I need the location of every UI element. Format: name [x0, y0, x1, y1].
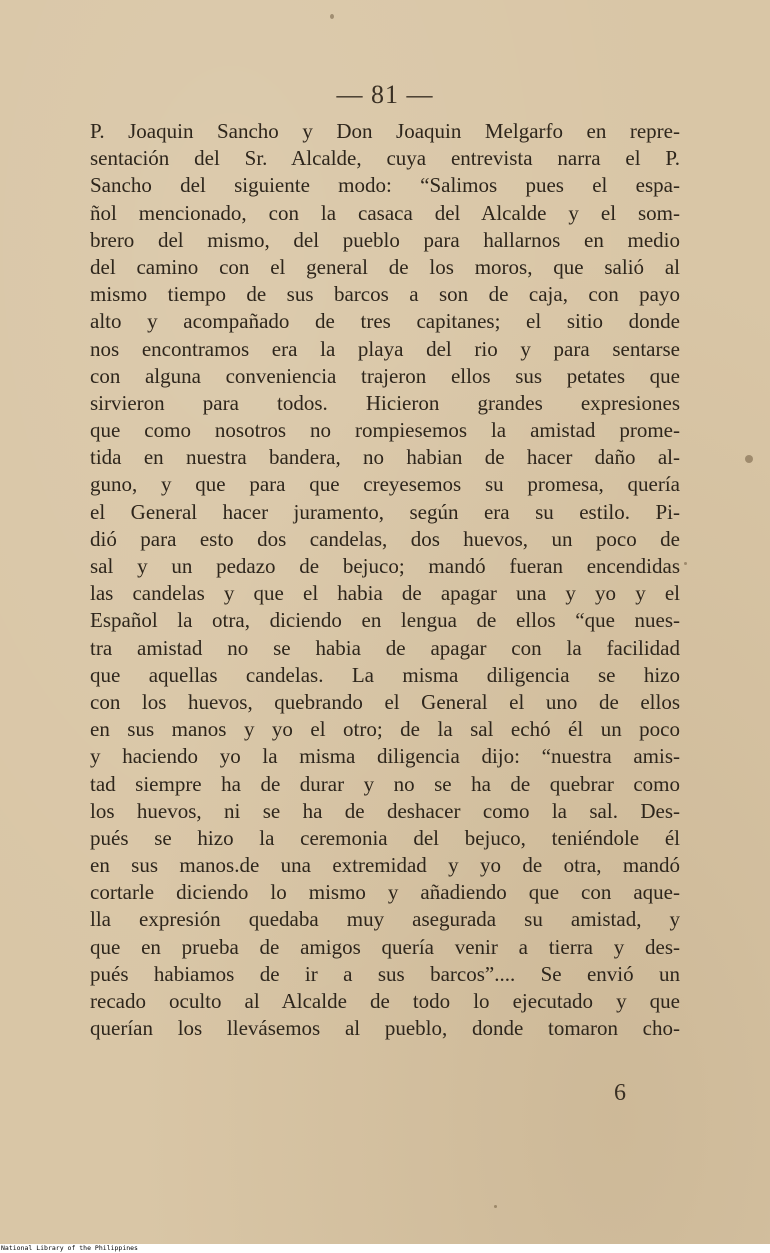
text-line: del camino con el general de los moros, que salió al	[90, 254, 680, 279]
text-line: con alguna conveniencia trajeron ellos sus petates que	[90, 363, 680, 388]
text-line: sal y un pedazo de bejuco; mandó fueran encendidas	[90, 554, 680, 578]
text-line: con los huevos, quebrando el General el uno de ellos	[90, 689, 680, 714]
paper-speck	[684, 562, 687, 565]
text-line: que aquellas candelas. La misma diligencia se hizo	[90, 662, 680, 687]
text-line: dió para esto dos candelas, dos huevos, un poco de	[90, 526, 680, 551]
text-line: tida en nuestra bandera, no habian de hacer daño al-	[90, 445, 680, 470]
text-line: el General hacer juramento, según era su estilo. Pi-	[90, 499, 680, 524]
signature-mark: 6	[614, 1080, 626, 1106]
text-line: mismo tiempo de sus barcos a son de caja, con payo	[90, 282, 680, 307]
text-line: tad siempre ha de durar y no se ha de quebrar como	[90, 771, 680, 796]
text-line: Español la otra, diciendo en lengua de ellos “que nues-	[90, 608, 680, 633]
text-line: en sus manos y yo el otro; de la sal echó él un poco	[90, 717, 680, 742]
attribution-text: National Library of the Philippines	[1, 1244, 138, 1252]
text-line: los huevos, ni se ha de deshacer como la sal. Des-	[90, 798, 680, 823]
text-line: que en prueba de amigos quería venir a tierra y des-	[90, 934, 680, 959]
footer-bar	[0, 1244, 770, 1253]
text-line: las candelas y que el habia de apagar una y yo y el	[90, 581, 680, 606]
text-line: pués habiamos de ir a sus barcos”.... Se envió un	[90, 961, 680, 986]
text-line: brero del mismo, del pueblo para hallarnos en medio	[90, 227, 680, 252]
text-line: querían los llevásemos al pueblo, donde tomaron cho-	[90, 1016, 680, 1041]
text-line: recado oculto al Alcalde de todo lo ejecutado y que	[90, 989, 680, 1013]
page-number: — 81 —	[336, 80, 434, 109]
text-line: sentación del Sr. Alcalde, cuya entrevista narra el P.	[90, 146, 680, 171]
text-line: cortarle diciendo lo mismo y añadiendo que con aque-	[90, 880, 680, 905]
text-line: nos encontramos era la playa del rio y para sentarse	[90, 336, 680, 361]
text-line: que como nosotros no rompiesemos la amistad prome-	[90, 418, 680, 443]
text-line: P. Joaquin Sancho y Don Joaquin Melgarfo en repre-	[90, 119, 680, 143]
text-line: sirvieron para todos. Hicieron grandes expresiones	[90, 390, 680, 415]
text-line: alto y acompañado de tres capitanes; el sitio donde	[90, 309, 680, 334]
text-line: en sus manos.de una extremidad y yo de otra, mandó	[90, 853, 680, 878]
text-line: Sancho del siguiente modo: “Salimos pues el espa-	[90, 173, 680, 198]
paper-speck	[330, 14, 334, 19]
text-line: lla expresión quedaba muy asegurada su amistad, y	[90, 907, 680, 932]
text-line: tra amistad no se habia de apagar con la facilidad	[90, 635, 680, 660]
text-line: y haciendo yo la misma diligencia dijo: “nuestra amis-	[90, 744, 680, 769]
text-line: pués se hizo la ceremonia del bejuco, teniéndole él	[90, 825, 680, 850]
body-text	[90, 118, 680, 1042]
text-line: ñol mencionado, con la casaca del Alcalde y el som-	[90, 200, 680, 225]
text-line: guno, y que para que creyesemos su promesa, quería	[90, 472, 680, 497]
paper-speck	[494, 1205, 497, 1208]
paper-speck	[745, 455, 753, 463]
